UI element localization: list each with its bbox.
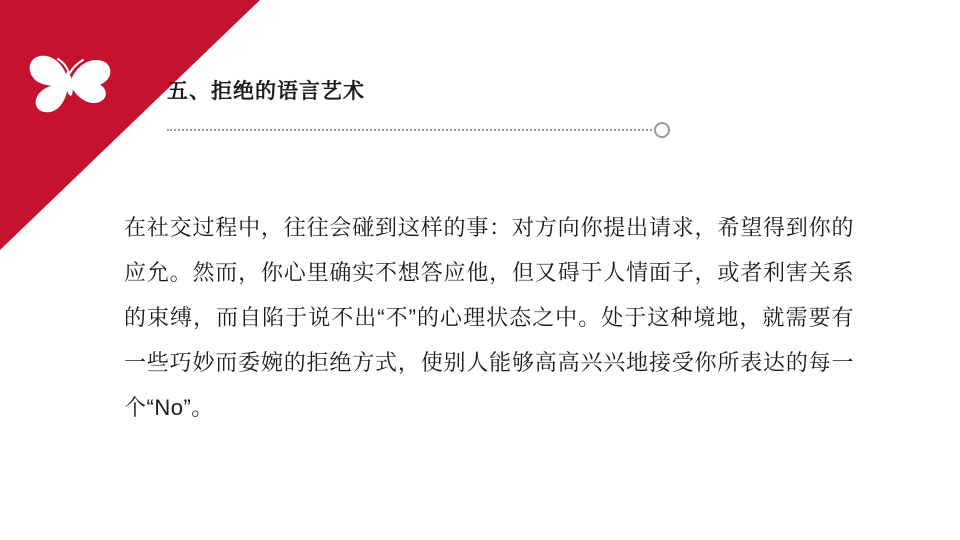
butterfly-icon [24,52,116,114]
circle-end-cap-icon [654,122,670,138]
page-title: 五、拒绝的语言艺术 [167,80,365,103]
dotted-line [167,129,659,133]
slide-title-block [167,78,365,106]
title-divider [167,122,667,138]
body-paragraph: 在社交过程中，往往会碰到这样的事：对方向你提出请求，希望得到你的应允。然而，你心里确实不想答应他，但又碍于人情面子，或者利害关系的束缚，而自陷于说不出“不”的心理状态之中。处于这种境地，就需要有一些巧妙而委婉的拒绝方式，使别人能够高高兴兴地接受你所表达的每一个“No”。 [124,215,854,420]
